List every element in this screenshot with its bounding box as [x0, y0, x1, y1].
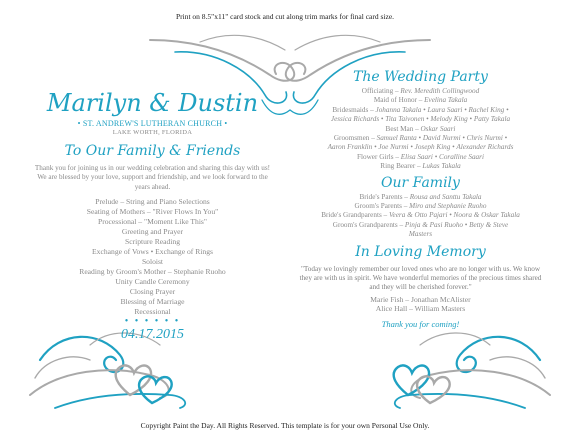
role-label: Best Man –	[385, 124, 421, 133]
person-names: Lukas Takala	[422, 162, 461, 171]
person-names: Rousa and Santtu Takala	[409, 192, 482, 201]
list-item	[298, 125, 543, 134]
list-item	[298, 87, 543, 96]
role-label: Officiating –	[361, 87, 401, 95]
list-item	[298, 193, 543, 202]
memory-quote: "Today we lovingly remember our loved ones who are no longer with us. We know they are with us in spirit. We have wonderful memories of the precious times shared and they will be cherished forever."	[299, 264, 542, 292]
program-item: Seating of Mothers – "River Flows In You"	[86, 206, 219, 216]
program-item: Recessional	[134, 306, 171, 316]
welcome-paragraph: Thank you for joining us in our wedding celebration and sharing this day with us! We are blessed by your love, support and friendship, and we look forward to the years ahead.	[34, 164, 271, 191]
program-item: Processional – "Moment Like This"	[98, 216, 207, 226]
list-item	[298, 115, 543, 124]
heart-icon	[388, 355, 458, 410]
memory-names	[298, 295, 543, 314]
person-names: Samuel Ranta • David Nurmi • Chris Nurmi •	[376, 134, 508, 143]
role-label: Maid of Honor –	[373, 96, 425, 105]
person-names: Evelina Takala	[424, 96, 468, 105]
list-item	[298, 96, 543, 105]
print-instructions: Print on 8.5"x11" card stock and cut along trim marks for final card size.	[175, 12, 395, 21]
church-name: • ST. ANDREW'S LUTHERAN CHURCH •	[77, 119, 228, 128]
ceremony-program	[30, 197, 275, 317]
left-panel	[30, 88, 275, 343]
role-label: Groom's Parents –	[354, 202, 410, 211]
person-names: Oskar Saari	[420, 124, 456, 133]
person-names: Jessica Richards • Tita Taivonen • Melody King • Patty Takala	[330, 115, 511, 124]
wedding-date: 04.17.2015	[121, 326, 184, 342]
person-names: Rev. Meredith Collingwood	[400, 87, 480, 95]
program-item: Unity Candle Ceremony	[115, 276, 190, 286]
role-label: Groomsmen –	[333, 134, 377, 143]
person-names: Miro and Stephanie Ruoho	[409, 202, 487, 211]
heart-icon	[110, 355, 180, 410]
loving-memory-heading: In Loving Memory	[355, 243, 486, 260]
our-family-heading: Our Family	[381, 174, 460, 191]
list-item	[298, 134, 543, 143]
role-label: Flower Girls –	[357, 152, 401, 161]
program-item: Greeting and Prayer	[121, 226, 184, 236]
list-item	[298, 106, 543, 115]
program-item: Soloist	[141, 256, 164, 266]
program-item: Scripture Reading	[124, 236, 181, 246]
memorial-name: Marie Fish – Jonathan McAlister	[370, 294, 471, 304]
program-item: Prelude – String and Piano Selections	[95, 196, 210, 206]
list-item	[298, 211, 543, 220]
program-item: Blessing of Marriage	[120, 296, 185, 306]
person-names: Pinja & Pasi Ruoho • Betty & Steve	[404, 220, 509, 229]
couple-names: Marilyn & Dustin	[46, 89, 259, 117]
person-names: Masters	[408, 230, 433, 239]
church-city: LAKE WORTH, FLORIDA	[112, 129, 193, 136]
person-names: Elisa Saari • Coralline Saari	[400, 152, 484, 161]
list-item	[298, 202, 543, 211]
copyright-note: Copyright Paint the Day. All Rights Reserved. This template is for your own Personal Use Only.	[140, 421, 430, 430]
wedding-party-list	[298, 87, 543, 172]
person-names: Aaron Franklin • Joe Nurmi • Joseph King • Alexander Richards	[327, 143, 514, 152]
list-item	[298, 230, 543, 239]
list-item	[298, 153, 543, 162]
family-friends-heading: To Our Family & Friends	[64, 143, 241, 159]
role-label: Bridesmaids –	[332, 105, 376, 114]
thank-you-text: Thank you for coming!	[381, 319, 460, 330]
role-label: Bride's Parents –	[359, 192, 410, 201]
role-label: Ring Bearer –	[380, 162, 423, 171]
role-label: Groom's Grandparents –	[332, 220, 405, 229]
program-item: Reading by Groom's Mother – Stephanie Ruoho	[79, 266, 226, 276]
program-item: Exchange of Vows • Exchange of Rings	[92, 246, 213, 256]
role-label: Bride's Grandparents –	[321, 211, 389, 220]
person-names: Veera & Otto Pajari • Noora & Oskar Takala	[388, 211, 520, 220]
list-item	[298, 143, 543, 152]
right-panel	[298, 68, 543, 329]
family-list	[298, 193, 543, 240]
date-dots: • • • • • •	[124, 315, 181, 327]
memorial-name: Alice Hall – William Masters	[375, 303, 466, 313]
program-item: Closing Prayer	[129, 286, 176, 296]
list-item	[298, 221, 543, 230]
wedding-party-heading: The Wedding Party	[353, 69, 488, 85]
person-names: Johanna Takala • Laura Saari • Rachel King •	[375, 105, 509, 114]
list-item	[298, 162, 543, 171]
